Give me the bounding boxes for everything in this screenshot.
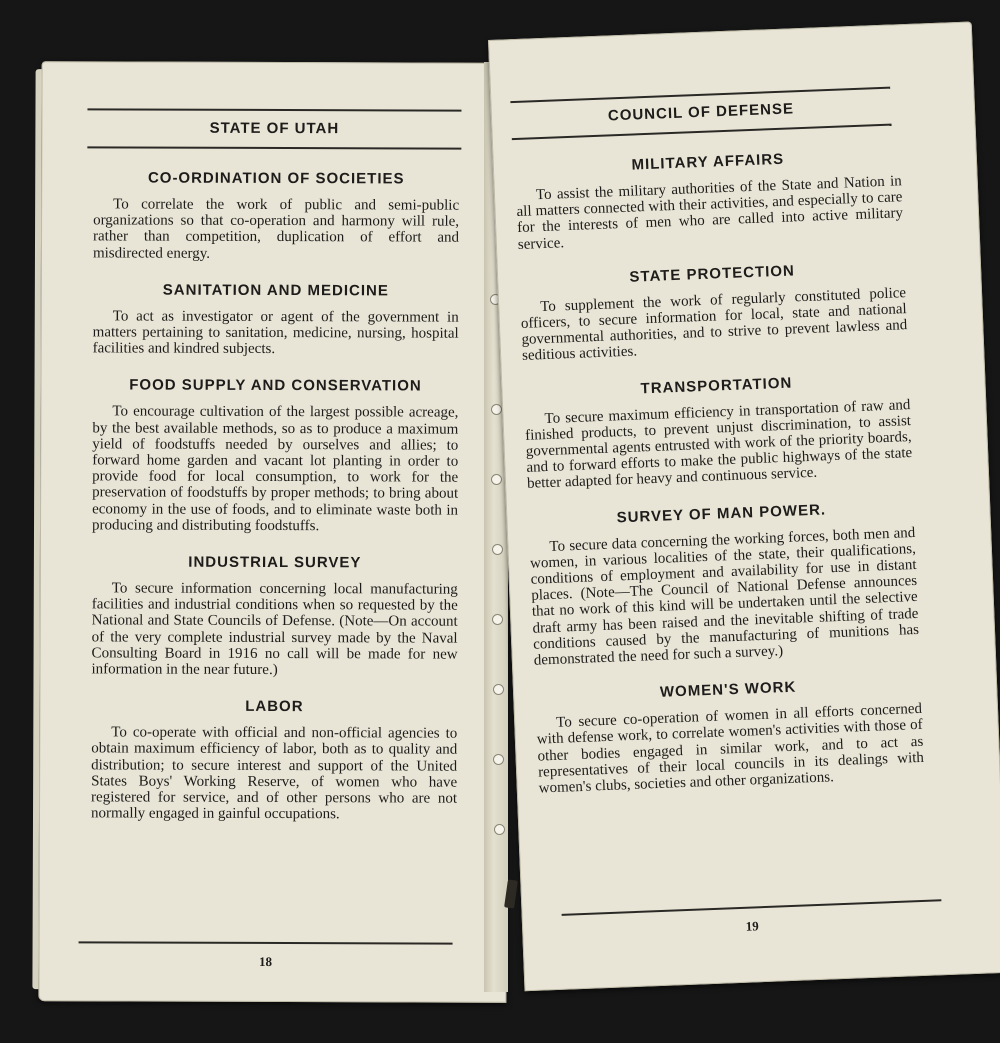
left-page-content — [91, 169, 459, 843]
section-body: To secure information concerning local manufacturing facilities and industrial conditions when so requested by the National and State Councils of Defense. (Note—On account of the very complete industrial survey made by the Naval Consulting Board in 1916 no call will be made for new information in the near future.) — [91, 580, 458, 679]
section-body: To assist the military authorities of the State and Nation in all matters connected with their activities, and especially to care for the interests of men who are called into active military service. — [516, 173, 904, 253]
stitch-hole — [493, 684, 504, 695]
section-sanitation-and-medicine — [93, 281, 459, 358]
section-labor — [91, 698, 457, 823]
right-page — [488, 21, 1000, 991]
section-body: To supplement the work of regularly constituted police officers, to secure information for local, state and national governmental authorities, and to strive to prevent lawless and seditious activities. — [520, 284, 908, 365]
section-state-protection — [519, 258, 908, 365]
section-title: SANITATION AND MEDICINE — [162, 281, 389, 300]
section-title: SURVEY OF MAN POWER. — [616, 501, 827, 527]
section-title: TRANSPORTATION — [640, 374, 793, 398]
section-body: To secure co-operation of women in all efforts concerned with defense work, to correlate women's activities with those of other bodies engaged in similar work, and to act as representatives of their local councils in its dealings with women's clubs, societies and other organizations. — [536, 701, 925, 797]
section-title: CO-ORDINATION OF SOCIETIES — [147, 169, 405, 188]
section-body: To encourage cultivation of the largest possible acreage, by the best available methods, so as to produce a maximum yield of foodstuffs needed by ourselves and allies; to forward home garden and vacant lot planting in order to provide food for local consumption, to work for the preservation of foodstuffs by proper methods; to bring about economy in the use of foods, and to eliminate waste both in producing and distributing foodstuffs. — [91, 403, 459, 535]
section-title: WOMEN'S WORK — [659, 678, 797, 702]
top-rule — [87, 108, 461, 111]
section-title: LABOR — [245, 698, 304, 716]
stitch-hole — [492, 614, 503, 625]
running-head: STATE OF UTAH — [209, 119, 340, 138]
left-page — [38, 61, 509, 1003]
stitch-hole — [493, 754, 504, 765]
section-body: To secure data concerning the working forces, both men and women, in various localities of the state, their qualifications, conditions of employment and availability for use in distant places. (Note—The Council of National Defense announces that no work of this kind will be undertaken until the selective draft army has been raised and the inevitable shifting of trade conditions caused by the manufacturing of munitions has demonstrated the need for such a survey.) — [529, 524, 920, 669]
stitch-hole — [491, 404, 502, 415]
section-body: To act as investigator or agent of the government in matters pertaining to sanitation, medicine, nursing, hospital facilities and kindred subjects. — [92, 308, 459, 358]
stitch-hole — [494, 824, 505, 835]
stitch-hole — [492, 544, 503, 555]
section-title: MILITARY AFFAIRS — [631, 150, 785, 174]
page-number: 19 — [745, 918, 759, 934]
section-body: To correlate the work of public and semi-public organizations so that co-operation and harmony will rule, rather than competition, duplication of effort and misdirected energy. — [92, 196, 460, 262]
section-transportation — [523, 370, 913, 493]
header-rule — [87, 146, 461, 149]
section-military-affairs — [515, 146, 904, 253]
section-title: FOOD SUPPLY AND CONSERVATION — [129, 376, 422, 395]
running-head: COUNCIL OF DEFENSE — [607, 100, 795, 125]
footer-rule — [79, 941, 453, 944]
section-title: INDUSTRIAL SURVEY — [188, 553, 362, 572]
section-coordination-of-societies — [93, 169, 459, 262]
section-survey-of-man-power — [528, 498, 920, 669]
section-title: STATE PROTECTION — [629, 262, 796, 286]
header-rule — [512, 124, 892, 141]
section-industrial-survey — [91, 553, 457, 678]
section-body: To co-operate with official and non-official agencies to obtain maximum efficiency of labor, both as to quality and distribution; to secure interest and support of the United States Boys' Working Reserve, of women who have registered for service, and of other persons who are not normally engaged in gainful occupations. — [90, 724, 458, 823]
section-womens-work — [535, 674, 925, 797]
right-page-content — [515, 146, 926, 817]
section-body: To secure maximum efficiency in transportation of raw and finished products, to prevent unjust discrimination, to assist governmental agents entrusted with work of the priority boards, and to forward efforts to make the public highways of the state better adapted for heavy and continuous service. — [524, 396, 913, 493]
section-food-supply-and-conservation — [92, 377, 459, 535]
page-number: 18 — [258, 953, 273, 969]
stitch-hole — [491, 474, 502, 485]
